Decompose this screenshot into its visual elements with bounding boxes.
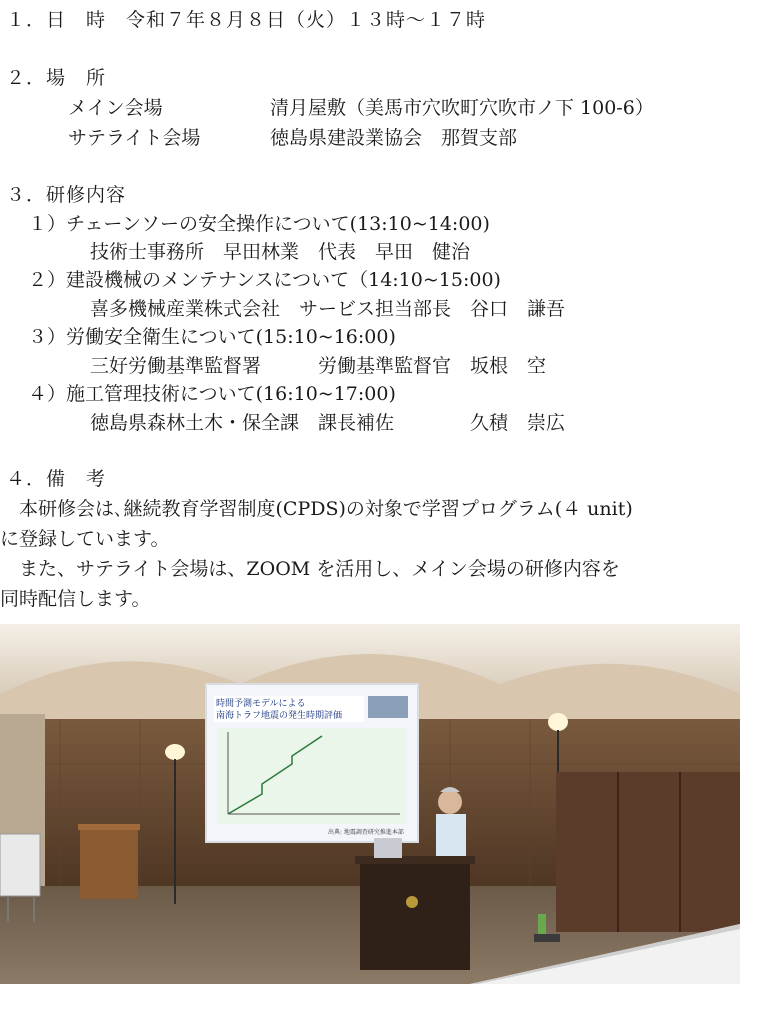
seminar-photo (0, 624, 740, 984)
remarks-paragraph-1-line-1: 本研修会は､継続教育学習制度(CPDS)の対象で学習プログラム(４ unit) (0, 498, 633, 520)
remarks-paragraph-2-line-2: 同時配信します。 (0, 588, 151, 610)
program-item-1-speaker: 技術士事務所 早田林業 代表 早田 健治 (90, 241, 471, 263)
slide-title-line-2: 南海トラフ地震の発生時期評価 (216, 711, 343, 721)
remarks-paragraph-1-line-2: に登録しています。 (0, 528, 170, 550)
program-item-4-speaker: 徳島県森林土木・保全課 課長補佐 久積 崇広 (90, 412, 566, 434)
slide-credit: 出典: 地震調査研究推進本部 (328, 829, 404, 836)
section-1-datetime: １．日 時 令和７年８月８日（火）１３時～１７時 (6, 9, 487, 31)
program-item-2-speaker: 喜多機械産業株式会社 サービス担当部長 谷口 謙吾 (90, 298, 566, 320)
slide-title-line-1: 時間予測モデルによる (216, 699, 306, 709)
section-4-heading: ４．備 考 (6, 468, 107, 490)
remarks-paragraph-2-line-1: また、サテライト会場は、ZOOM を活用し、メイン会場の研修内容を (0, 558, 620, 580)
program-item-1-title: １）チェーンソーの安全操作について(13:10~14:00) (28, 213, 490, 235)
program-item-3-title: ３）労働安全衛生について(15:10~16:00) (28, 326, 396, 348)
venue-main-value: 清月屋敷（美馬市穴吹町穴吹市ノ下 100-6） (270, 97, 654, 119)
program-item-2-title: ２）建設機械のメンテナンスについて（14:10~15:00) (28, 269, 501, 291)
venue-satellite-label: サテライト会場 (68, 127, 201, 149)
section-3-heading: ３．研修内容 (6, 184, 127, 206)
section-2-heading: ２．場 所 (6, 67, 107, 89)
program-item-4-title: ４）施工管理技術について(16:10~17:00) (28, 383, 396, 405)
venue-satellite-value: 徳島県建設業協会 那賀支部 (270, 127, 518, 149)
venue-main-label: メイン会場 (68, 97, 163, 119)
program-item-3-speaker: 三好労働基準監督署 労働基準監督官 坂根 空 (90, 355, 547, 377)
